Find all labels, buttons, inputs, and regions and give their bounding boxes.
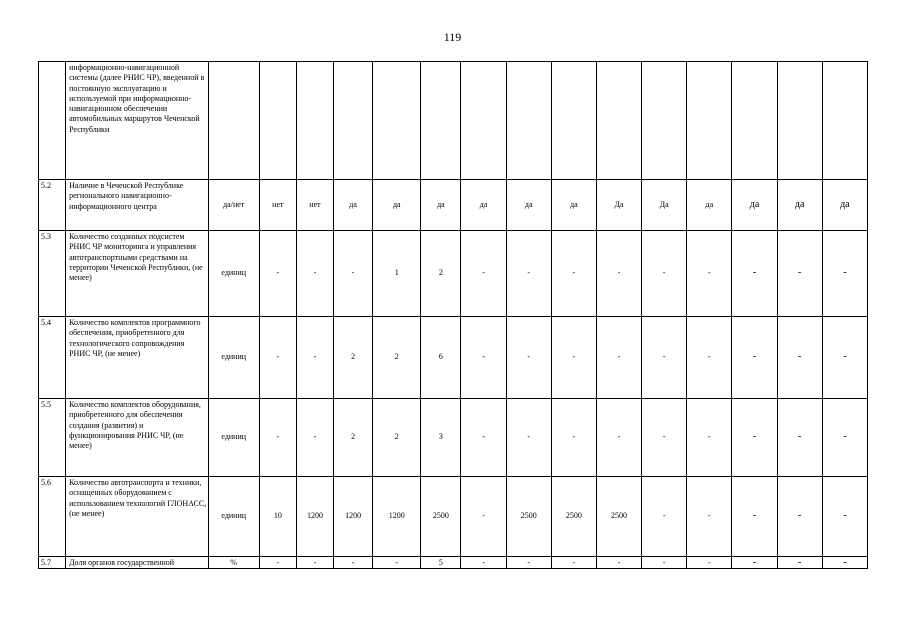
value-cell: -: [596, 557, 641, 569]
indicator-description-cell: Количество созданных подсистем РНИС ЧР мониторинга и управления автотранспортными средствами на территории Чеченской Республики, (не менее): [66, 231, 209, 317]
value-cell: -: [687, 399, 732, 477]
value-cell: [461, 62, 506, 180]
row-number-cell: 5.7: [39, 557, 66, 569]
value-cell: -: [461, 477, 506, 557]
value-cell: -: [732, 231, 777, 317]
value-cell: -: [259, 317, 296, 399]
indicator-description-cell: Доля органов государственной: [66, 557, 209, 569]
unit-cell: единиц: [208, 231, 259, 317]
unit-cell: единиц: [208, 317, 259, 399]
value-cell: [642, 62, 687, 180]
value-cell: -: [822, 231, 867, 317]
value-cell: да: [732, 180, 777, 231]
value-cell: -: [777, 557, 822, 569]
row-number-cell: 5.3: [39, 231, 66, 317]
value-cell: -: [642, 231, 687, 317]
value-cell: 2500: [421, 477, 461, 557]
value-cell: 2: [373, 317, 421, 399]
value-cell: -: [551, 399, 596, 477]
value-cell: да: [551, 180, 596, 231]
row-number-cell: 5.6: [39, 477, 66, 557]
row-number-cell: 5.2: [39, 180, 66, 231]
table-row: [39, 399, 868, 477]
value-cell: да: [373, 180, 421, 231]
value-cell: [732, 62, 777, 180]
value-cell: да: [506, 180, 551, 231]
value-cell: 1200: [373, 477, 421, 557]
row-number-cell: 5.4: [39, 317, 66, 399]
value-cell: -: [732, 477, 777, 557]
indicators-table: [38, 61, 868, 569]
value-cell: -: [822, 477, 867, 557]
value-cell: -: [259, 557, 296, 569]
value-cell: -: [732, 557, 777, 569]
value-cell: [421, 62, 461, 180]
table-row: [39, 477, 868, 557]
value-cell: -: [296, 399, 333, 477]
value-cell: [259, 62, 296, 180]
value-cell: -: [687, 557, 732, 569]
value-cell: -: [687, 477, 732, 557]
value-cell: 2500: [506, 477, 551, 557]
value-cell: -: [296, 231, 333, 317]
value-cell: -: [596, 399, 641, 477]
unit-cell: единиц: [208, 399, 259, 477]
value-cell: [777, 62, 822, 180]
value-cell: 2: [334, 399, 373, 477]
value-cell: [506, 62, 551, 180]
indicator-description-cell: Количество автотранспорта и техники, оснащенных оборудованием с использованием технологий ГЛОНАСС, (не менее): [66, 477, 209, 557]
value-cell: -: [296, 317, 333, 399]
value-cell: [822, 62, 867, 180]
value-cell: -: [551, 557, 596, 569]
page-number: 119: [443, 30, 462, 44]
value-cell: -: [461, 231, 506, 317]
value-cell: -: [822, 399, 867, 477]
value-cell: -: [642, 477, 687, 557]
value-cell: -: [551, 317, 596, 399]
value-cell: -: [334, 231, 373, 317]
indicator-description-cell: Наличие в Чеченской Республике регионального навигационно-информационного центра: [66, 180, 209, 231]
value-cell: -: [687, 317, 732, 399]
indicator-description-cell: Количество комплектов оборудования, приобретенного для обеспечения создания (развития) и функционирования РНИС ЧР, (не менее): [66, 399, 209, 477]
unit-cell: да/нет: [208, 180, 259, 231]
value-cell: -: [506, 317, 551, 399]
indicator-description-cell: Количество комплектов программного обеспечения, приобретенного для технологического сопровождения РНИС ЧР, (не менее): [66, 317, 209, 399]
value-cell: нет: [296, 180, 333, 231]
value-cell: да: [334, 180, 373, 231]
table-row: [39, 180, 868, 231]
value-cell: -: [461, 317, 506, 399]
value-cell: -: [506, 557, 551, 569]
value-cell: -: [642, 399, 687, 477]
value-cell: -: [296, 557, 333, 569]
value-cell: -: [642, 557, 687, 569]
value-cell: -: [461, 557, 506, 569]
value-cell: 10: [259, 477, 296, 557]
value-cell: [373, 62, 421, 180]
value-cell: -: [259, 399, 296, 477]
value-cell: -: [822, 317, 867, 399]
value-cell: 1: [373, 231, 421, 317]
value-cell: 3: [421, 399, 461, 477]
value-cell: -: [461, 399, 506, 477]
unit-cell: [208, 62, 259, 180]
value-cell: -: [373, 557, 421, 569]
value-cell: 6: [421, 317, 461, 399]
value-cell: 2: [334, 317, 373, 399]
value-cell: -: [822, 557, 867, 569]
value-cell: 5: [421, 557, 461, 569]
value-cell: Да: [642, 180, 687, 231]
value-cell: 2: [421, 231, 461, 317]
indicator-description-cell: информационно-навигационной системы (далее РНИС ЧР), введенной в постоянную эксплуатацию и используемой при информационно-навигационном обеспечении автомобильных маршрутов Чеченской Республики: [66, 62, 209, 180]
value-cell: -: [551, 231, 596, 317]
value-cell: да: [687, 180, 732, 231]
value-cell: -: [777, 399, 822, 477]
value-cell: [596, 62, 641, 180]
value-cell: -: [506, 231, 551, 317]
value-cell: да: [822, 180, 867, 231]
value-cell: -: [642, 317, 687, 399]
value-cell: [551, 62, 596, 180]
value-cell: -: [334, 557, 373, 569]
value-cell: -: [777, 317, 822, 399]
value-cell: да: [461, 180, 506, 231]
unit-cell: %: [208, 557, 259, 569]
value-cell: да: [421, 180, 461, 231]
value-cell: -: [732, 399, 777, 477]
value-cell: -: [596, 231, 641, 317]
value-cell: -: [732, 317, 777, 399]
value-cell: [334, 62, 373, 180]
value-cell: нет: [259, 180, 296, 231]
table-row: [39, 317, 868, 399]
unit-cell: единиц: [208, 477, 259, 557]
value-cell: 1200: [296, 477, 333, 557]
table-row: [39, 557, 868, 569]
value-cell: Да: [596, 180, 641, 231]
value-cell: 1200: [334, 477, 373, 557]
value-cell: -: [687, 231, 732, 317]
value-cell: [296, 62, 333, 180]
value-cell: -: [777, 477, 822, 557]
value-cell: 2500: [551, 477, 596, 557]
row-number-cell: [39, 62, 66, 180]
value-cell: 2500: [596, 477, 641, 557]
value-cell: 2: [373, 399, 421, 477]
value-cell: -: [506, 399, 551, 477]
value-cell: -: [259, 231, 296, 317]
value-cell: -: [596, 317, 641, 399]
table-row: [39, 62, 868, 180]
row-number-cell: 5.5: [39, 399, 66, 477]
table-row: [39, 231, 868, 317]
value-cell: [687, 62, 732, 180]
value-cell: да: [777, 180, 822, 231]
value-cell: -: [777, 231, 822, 317]
